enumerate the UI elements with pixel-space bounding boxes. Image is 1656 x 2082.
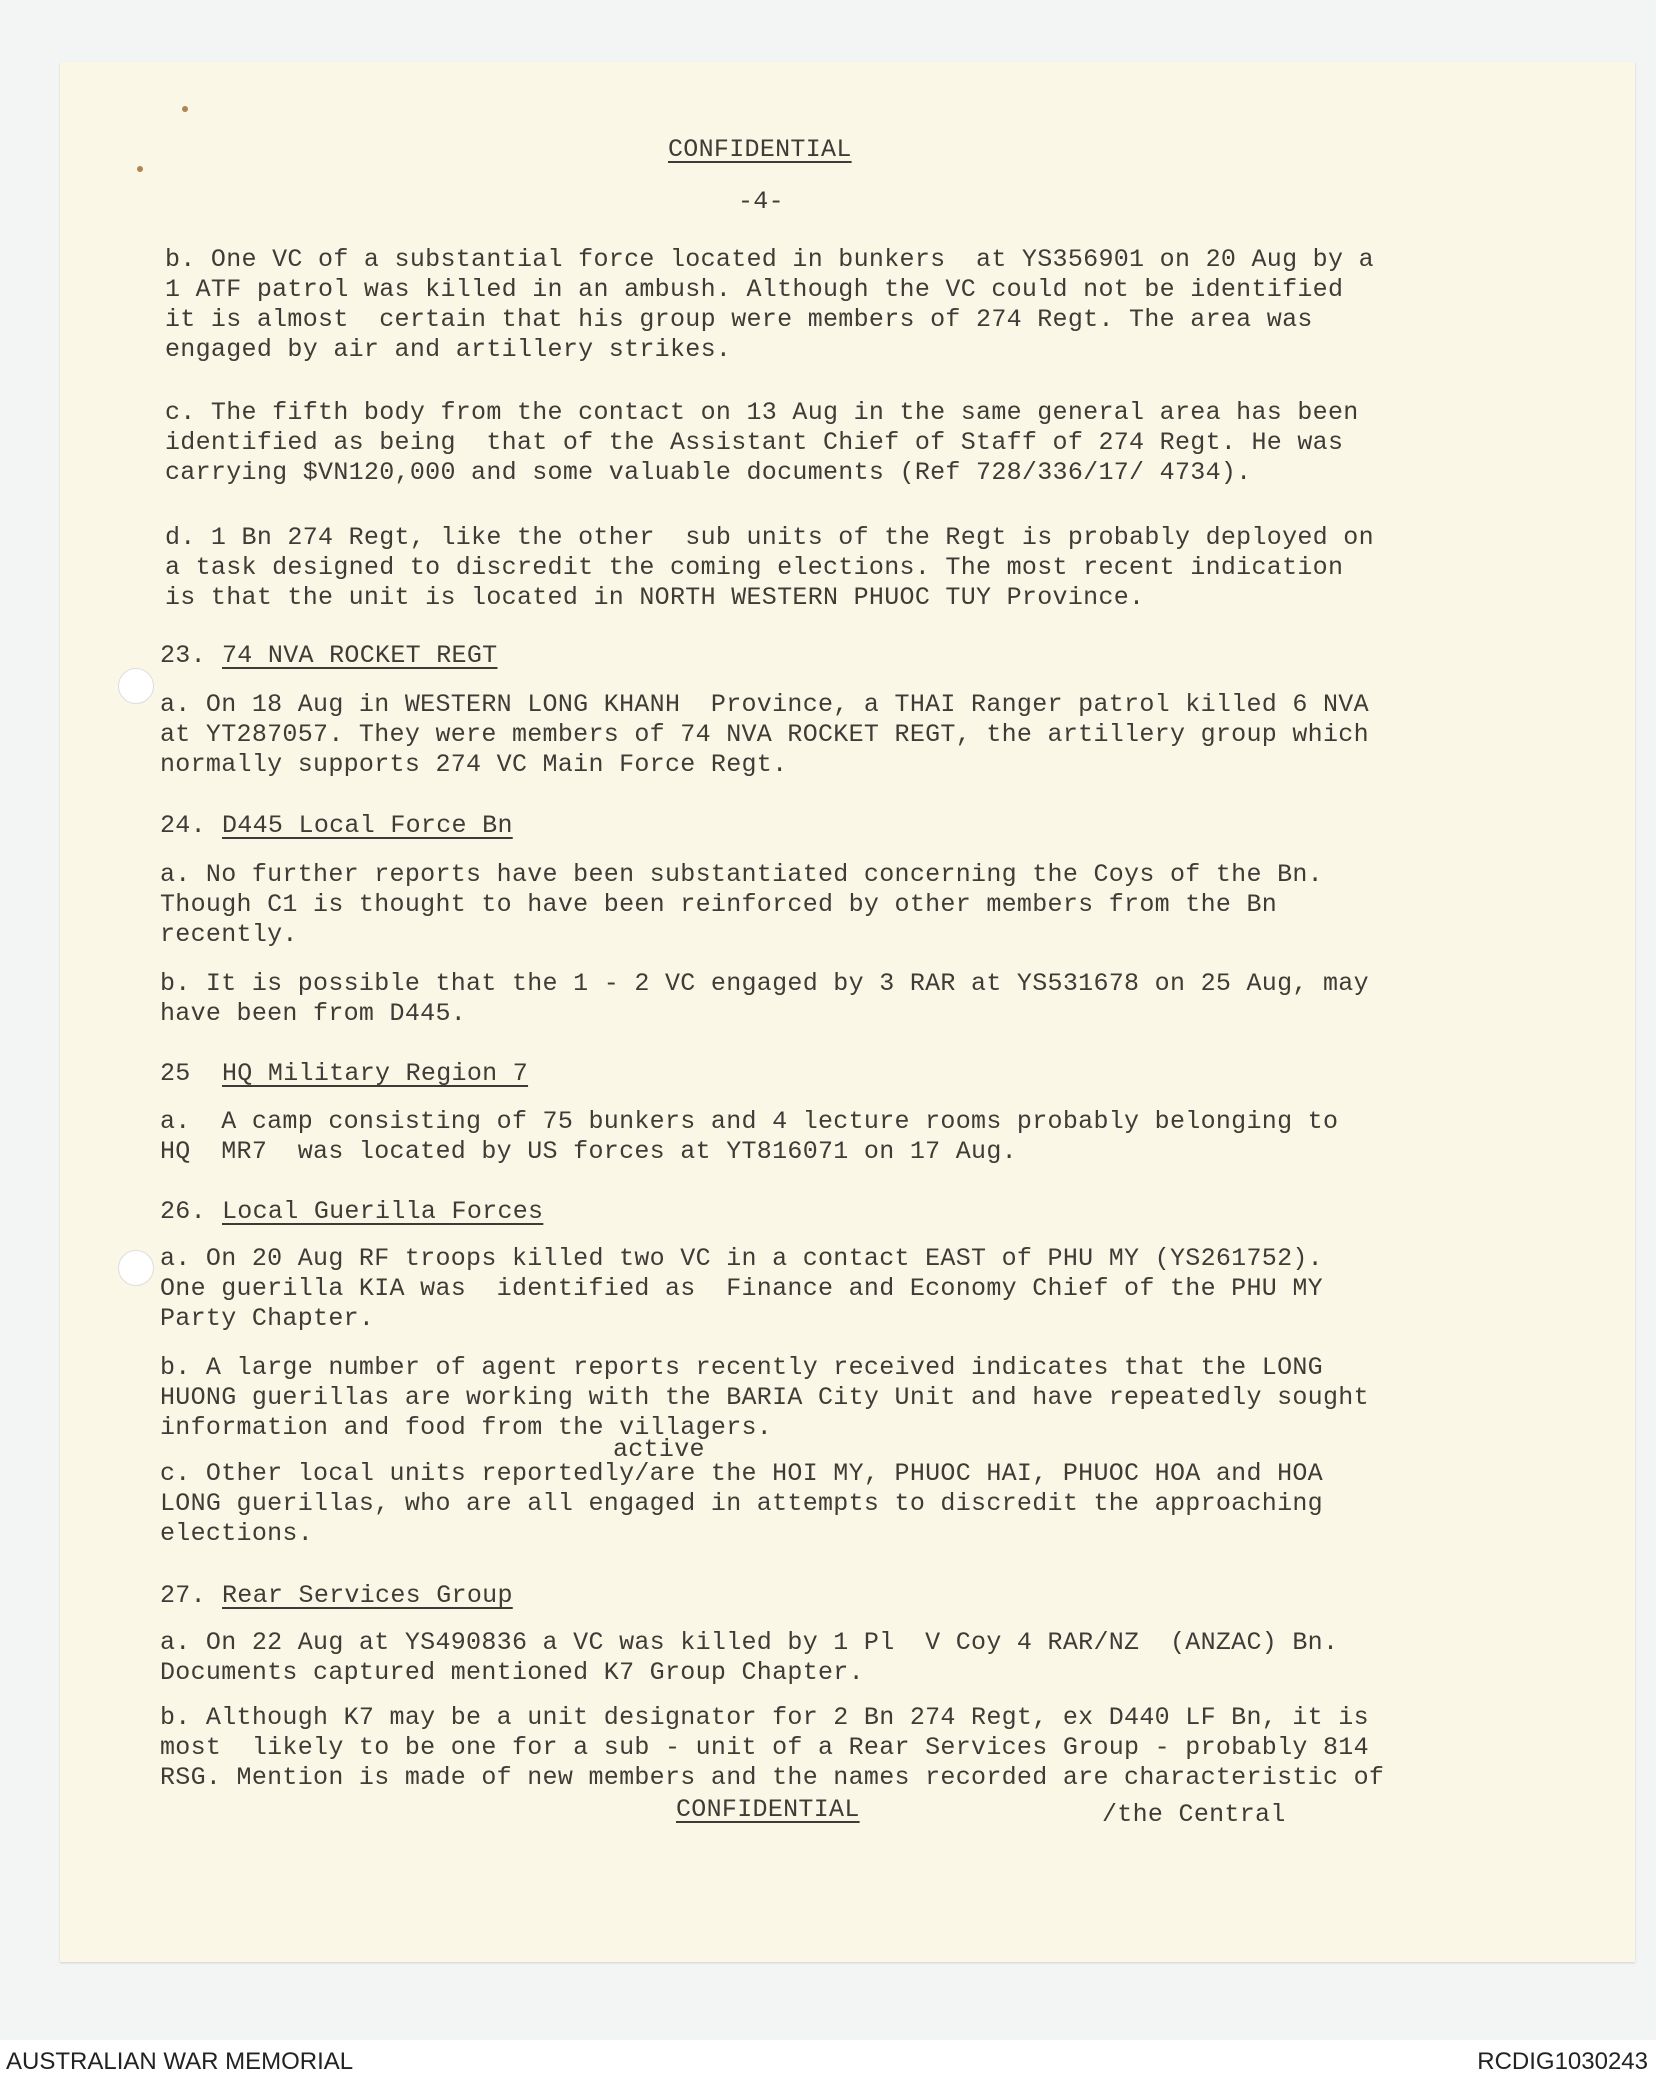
paragraph-line: a. On 20 Aug RF troops killed two VC in a contact EAST of PHU MY (YS261752). (160, 1244, 1323, 1273)
paragraph-line: b. A large number of agent reports recently received indicates that the LONG (160, 1353, 1323, 1382)
paragraph-line: a. No further reports have been substantiated concerning the Coys of the Bn. (160, 860, 1323, 889)
paragraph-line: LONG guerillas, who are all engaged in attempts to discredit the approaching (160, 1489, 1323, 1518)
section-heading: 74 NVA ROCKET REGT (222, 641, 498, 670)
paragraph-line: Though C1 is thought to have been reinforced by other members from the Bn (160, 890, 1278, 919)
paragraph-line: is that the unit is located in NORTH WESTERN PHUOC TUY Province. (165, 583, 1145, 612)
paragraph-line: a. On 18 Aug in WESTERN LONG KHANH Province, a THAI Ranger patrol killed 6 NVA (160, 690, 1369, 719)
section-number: 25 (160, 1059, 191, 1088)
paragraph-line: HUONG guerillas are working with the BARIA City Unit and have repeatedly sought (160, 1383, 1369, 1412)
paragraph-line: c. The fifth body from the contact on 13 Aug in the same general area has been (165, 398, 1359, 427)
paragraph-line: most likely to be one for a sub - unit of a Rear Services Group - probably 814 (160, 1733, 1369, 1762)
paragraph-line: Party Chapter. (160, 1304, 375, 1333)
paragraph-line: it is almost certain that his group were members of 274 Regt. The area was (165, 305, 1313, 334)
punch-hole (118, 668, 154, 704)
paragraph-line: RSG. Mention is made of new members and the names recorded are characteristic of (160, 1763, 1385, 1792)
paragraph-line: normally supports 274 VC Main Force Regt. (160, 750, 788, 779)
paragraph-line: elections. (160, 1519, 314, 1548)
section-number: 24. (160, 811, 206, 840)
paragraph-line: information and food from the villagers. (160, 1413, 773, 1442)
section-number: 23. (160, 641, 206, 670)
archive-id: RCDIG1030243 (1477, 2048, 1648, 2075)
paragraph-line: HQ MR7 was located by US forces at YT816071 on 17 Aug. (160, 1137, 1017, 1166)
paragraph-line: One guerilla KIA was identified as Finance and Economy Chief of the PHU MY (160, 1274, 1323, 1303)
header-classification: CONFIDENTIAL (668, 135, 852, 164)
paragraph-line: d. 1 Bn 274 Regt, like the other sub units of the Regt is probably deployed on (165, 523, 1374, 552)
section-heading: Rear Services Group (222, 1581, 513, 1610)
section-number: 27. (160, 1581, 206, 1610)
archive-label: AUSTRALIAN WAR MEMORIAL (6, 2048, 354, 2075)
punch-hole (118, 1250, 154, 1286)
paragraph-line: identified as being that of the Assistant Chief of Staff of 274 Regt. He was (165, 428, 1344, 457)
paragraph-line: 1 ATF patrol was killed in an ambush. Although the VC could not be identified (165, 275, 1344, 304)
section-heading: Local Guerilla Forces (222, 1197, 544, 1226)
stain-mark (182, 106, 188, 112)
paragraph-line: have been from D445. (160, 999, 467, 1028)
section-number: 26. (160, 1197, 206, 1226)
section-heading: D445 Local Force Bn (222, 811, 513, 840)
paragraph-line: at YT287057. They were members of 74 NVA ROCKET REGT, the artillery group which (160, 720, 1369, 749)
paragraph-line: Documents captured mentioned K7 Group Chapter. (160, 1658, 864, 1687)
paragraph-line: carrying $VN120,000 and some valuable documents (Ref 728/336/17/ 4734). (165, 458, 1252, 487)
page-number: -4- (738, 187, 784, 216)
paragraph-line: recently. (160, 920, 298, 949)
stain-mark (137, 166, 143, 172)
paragraph-line: b. Although K7 may be a unit designator for 2 Bn 274 Regt, ex D440 LF Bn, it is (160, 1703, 1369, 1732)
handwritten-insertion: active (613, 1435, 705, 1464)
paragraph-line: b. One VC of a substantial force located in bunkers at YS356901 on 20 Aug by a (165, 245, 1374, 274)
paragraph-line: b. It is possible that the 1 - 2 VC engaged by 3 RAR at YS531678 on 25 Aug, may (160, 969, 1369, 998)
section-heading: HQ Military Region 7 (222, 1059, 529, 1088)
footer-classification: CONFIDENTIAL (676, 1795, 860, 1824)
paragraph-line: a task designed to discredit the coming elections. The most recent indication (165, 553, 1344, 582)
paragraph-line: engaged by air and artillery strikes. (165, 335, 732, 364)
paragraph-line: a. A camp consisting of 75 bunkers and 4 lecture rooms probably belonging to (160, 1107, 1339, 1136)
paragraph-line: c. Other local units reportedly/are the HOI MY, PHUOC HAI, PHUOC HOA and HOA (160, 1459, 1323, 1488)
paragraph-line: a. On 22 Aug at YS490836 a VC was killed by 1 Pl V Coy 4 RAR/NZ (ANZAC) Bn. (160, 1628, 1339, 1657)
continuation-text: /the Central (1102, 1800, 1286, 1829)
